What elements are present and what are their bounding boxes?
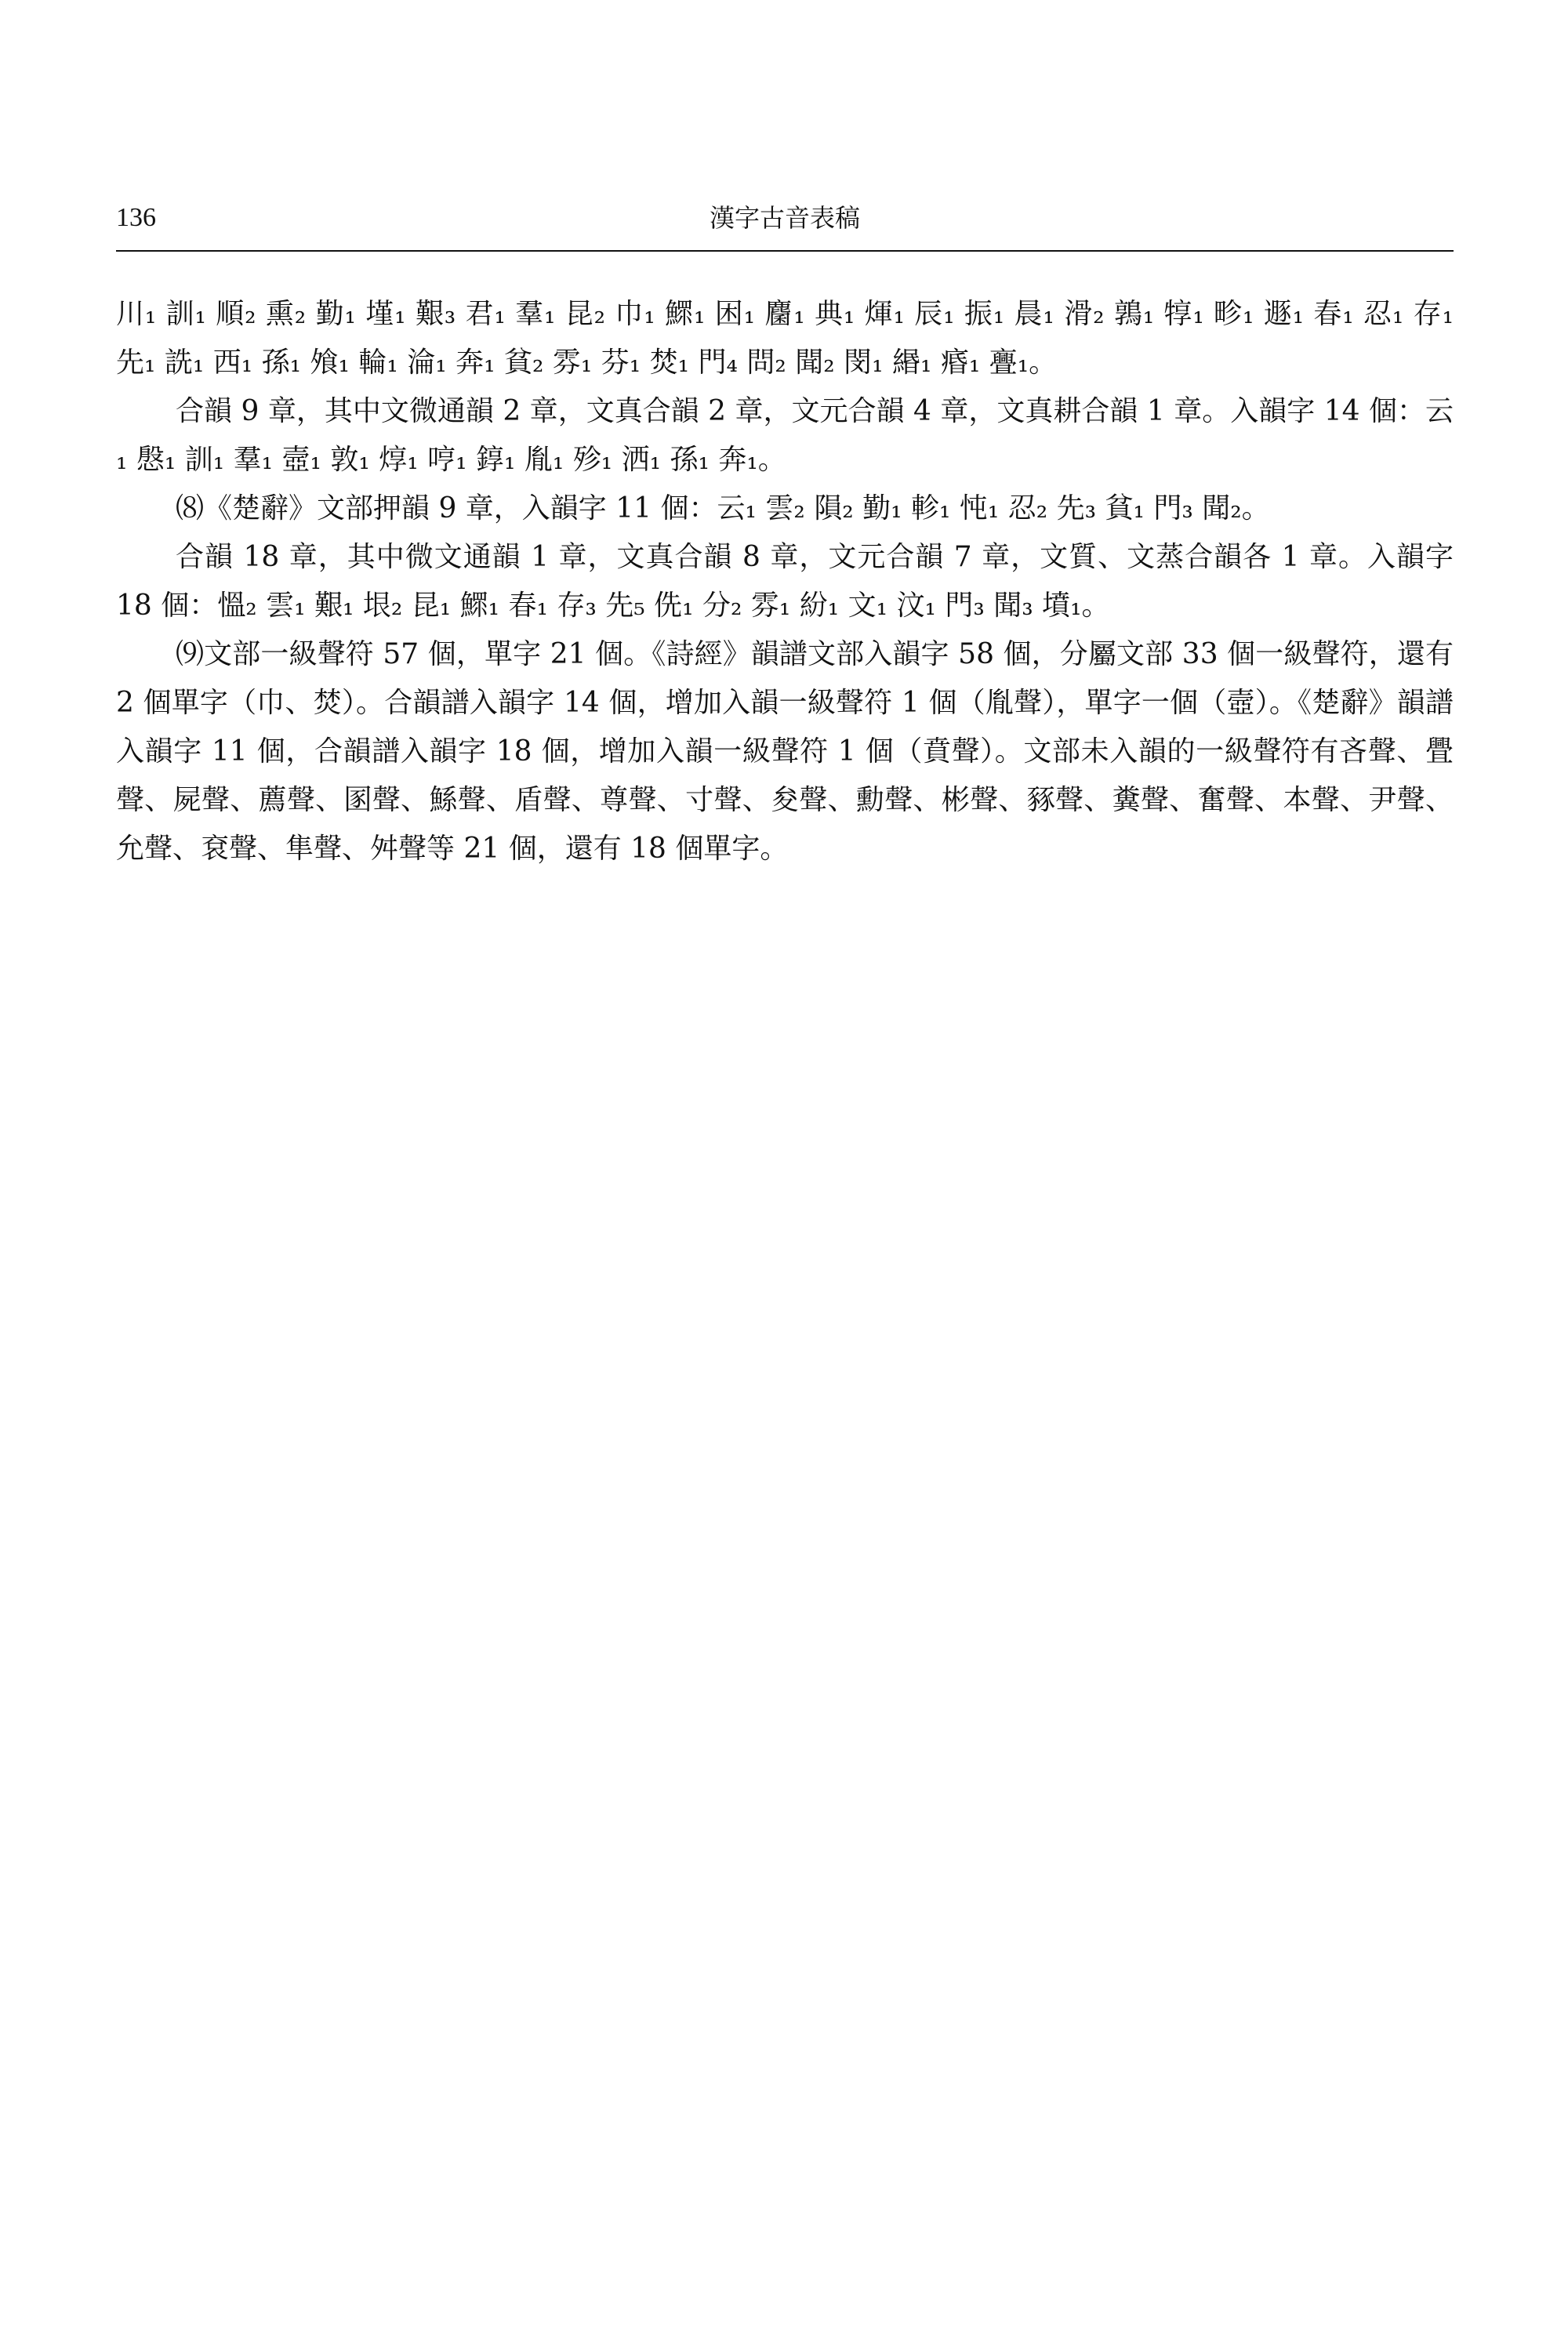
paragraph-text: ⑻《楚辭》文部押韻 9 章，入韻字 11 個：云₁ 雲₂ 隕₂ 勤₁ 軫₁ 忳₁ 忍₂ 先₃ 貧₁ 門₃ 聞₂。 (176, 492, 1270, 524)
paragraph-rhyme-list (116, 290, 1454, 387)
paragraph-chuci-combined-rhymes (116, 533, 1454, 630)
page-header (116, 202, 1454, 249)
header-rule (116, 250, 1454, 252)
paragraph-text: 川₁ 訓₁ 順₂ 熏₂ 勤₁ 墐₁ 艱₃ 君₁ 羣₁ 昆₂ 巾₁ 鰥₁ 困₁ 麕₁ 典₁ 煇₁ 辰₁ 振₁ 晨₁ 滑₂ 鶉₁ 犉₁ 畛₁ 遯₁ 春₁ 忍₁ 存₁ 先₁ 詵₁ 西₁ 孫₁ 飧₁ 輪₁ 淪₁ 奔₁ 貧₂ 雰₁ 芬₁ 焚₁ 門₄ 問₂ 聞₂ 閔₁ 緡₁ 痻₁ 亹₁。 (116, 298, 1454, 379)
paragraph-text: 合韻 9 章，其中文微通韻 2 章，文真合韻 2 章，文元合韻 4 章，文真耕合韻 1 章。入韻字 14 個：云₁ 慇₁ 訓₁ 羣₁ 壼₁ 敦₁ 焞₁ 哼₁ 錞₁ 胤₁ 殄₁ 洒₁ 孫₁ 奔₁。 (116, 395, 1454, 476)
paragraph-wen-summary (116, 630, 1454, 873)
paragraph-text: 合韻 18 章，其中微文通韻 1 章，文真合韻 8 章，文元合韻 7 章，文質、文蒸合韻各 1 章。入韻字 18 個：慍₂ 雲₁ 艱₁ 垠₂ 昆₁ 鰥₁ 春₁ 存₃ 先₅ 侁₁ 分₂ 雰₁ 紛₁ 文₁ 汶₁ 門₃ 聞₃ 墳₁。 (116, 541, 1454, 622)
paragraph-text: ⑼文部一級聲符 57 個，單字 21 個。《詩經》韻譜文部入韻字 58 個，分屬文部 33 個一級聲符，還有 2 個單字（巾、焚）。合韻譜入韻字 14 個，增加入韻一級聲符 1 個（胤聲），單字一個（壼）。《楚辭》韻譜入韻字 11 個，合韻譜入韻字 18 個，增加入韻一級聲符 1 個（賁聲）。文部未入韻的一級聲符有吝聲、舋聲、屍聲、薦聲、圂聲、鯀聲、盾聲、尊聲、寸聲、夋聲、勳聲、彬聲、豩聲、糞聲、奮聲、本聲、尹聲、允聲、袞聲、隼聲、舛聲等 21 個，還有 18 個單字。 (116, 638, 1454, 865)
main-text (116, 290, 1454, 873)
page-number: 136 (116, 203, 156, 232)
paragraph-chuci-wen-rhymes (116, 485, 1454, 533)
running-title: 漢字古音表稿 (709, 203, 860, 233)
paragraph-shijing-combined-rhymes (116, 387, 1454, 485)
